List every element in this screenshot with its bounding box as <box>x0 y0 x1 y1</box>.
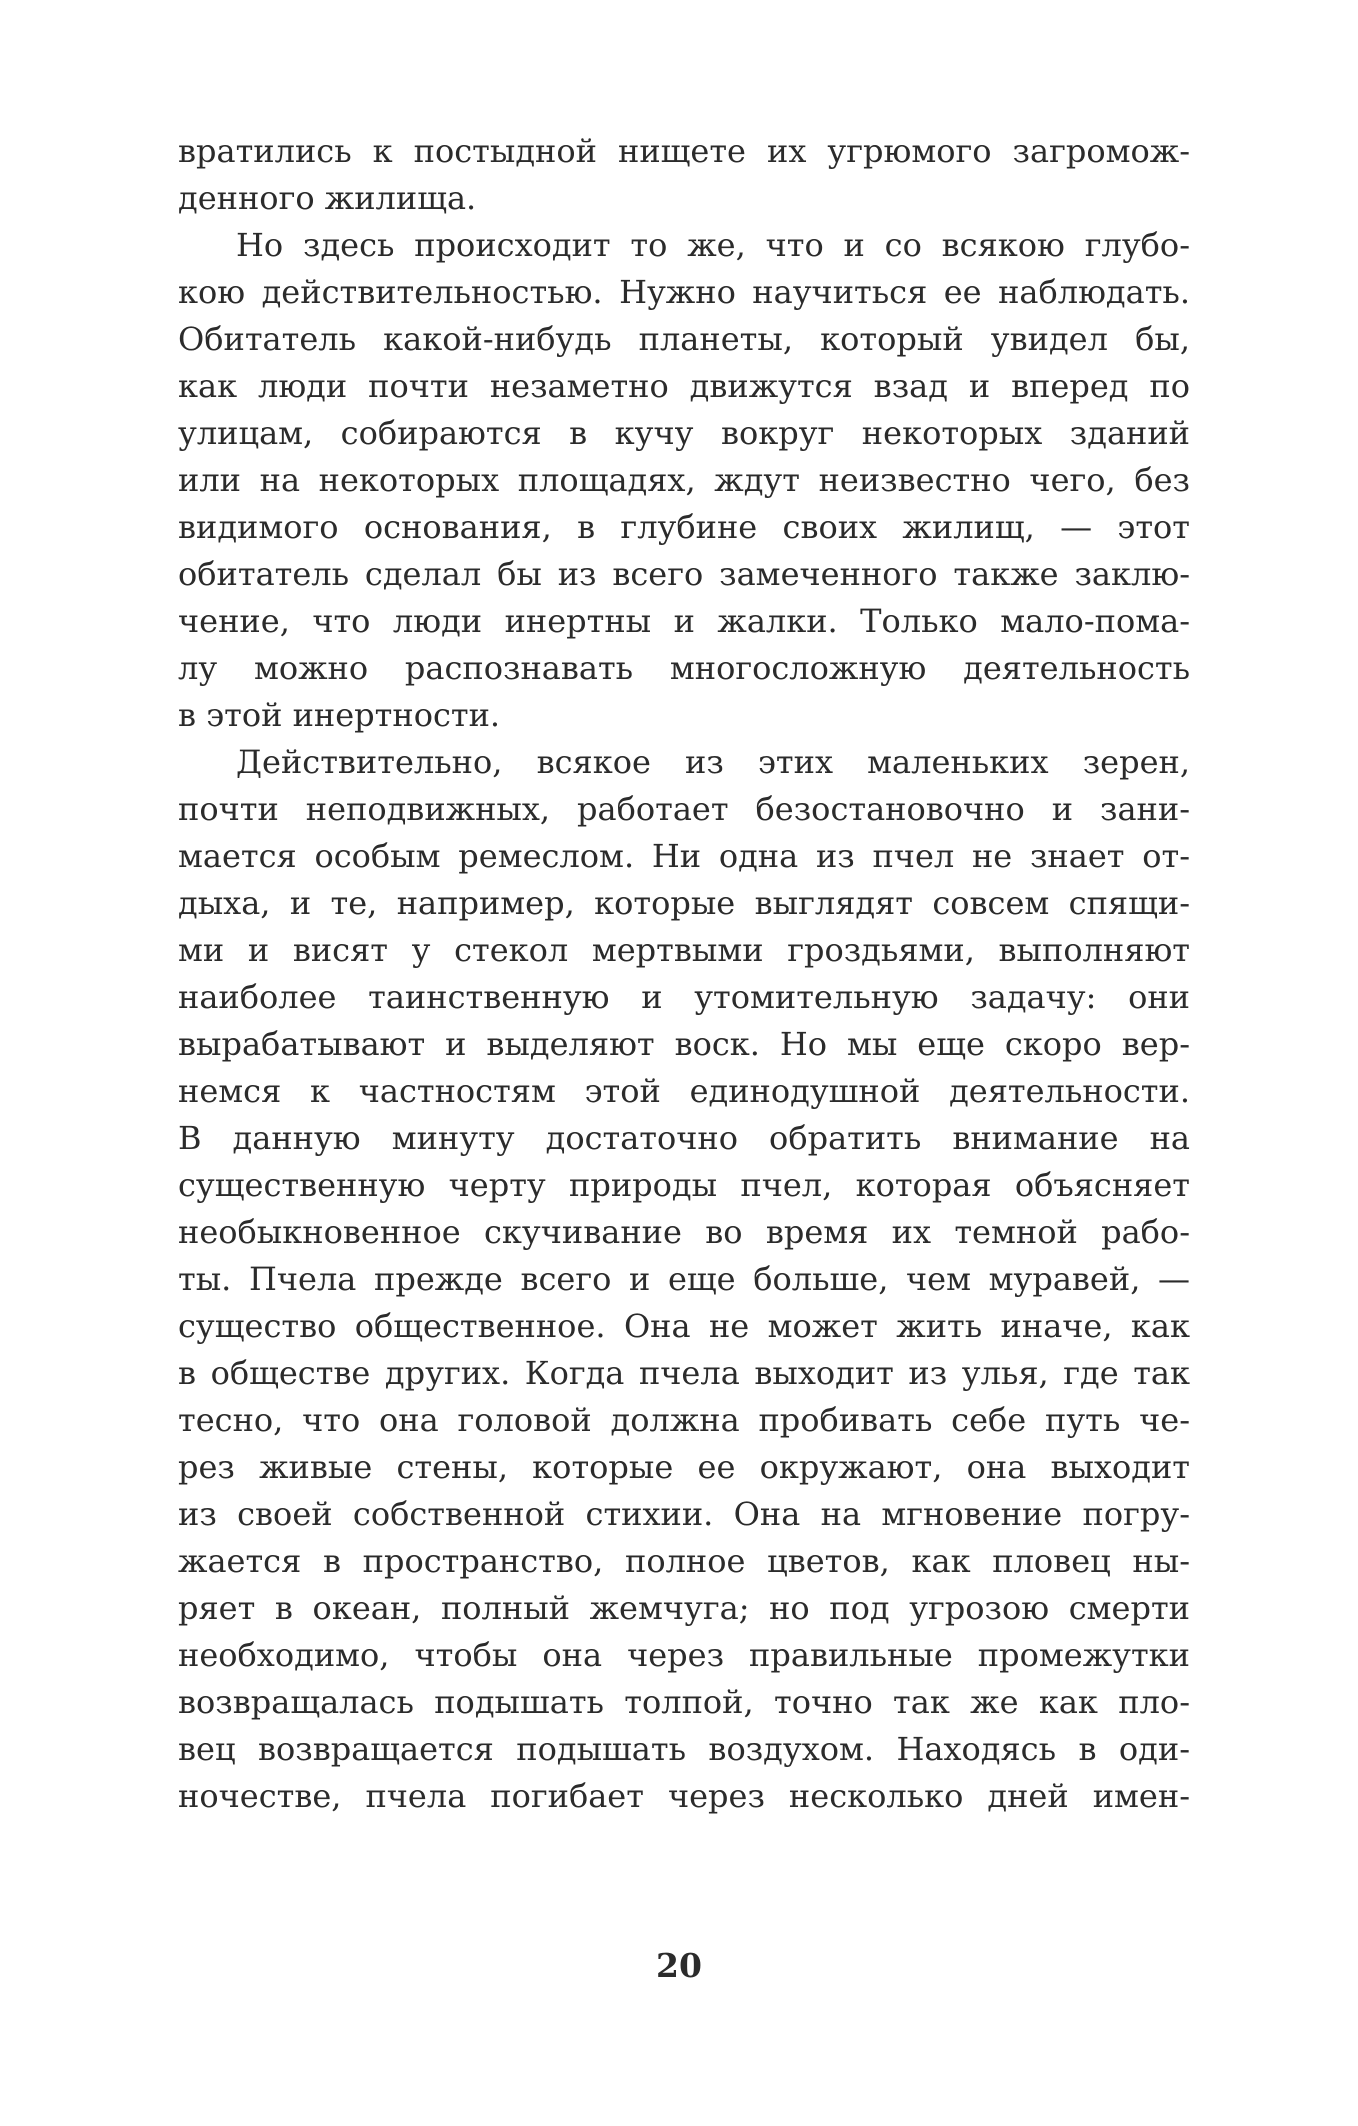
text-line: обитатель сделал бы из всего замеченного также заклю- <box>178 555 1190 593</box>
text-line: наиболее таинственную и утомительную задачу: они <box>178 978 1190 1016</box>
text-line: Обитатель какой-нибудь планеты, который увидел бы, <box>178 320 1190 358</box>
text-line: вратились к постыдной нищете их угрюмого загромож- <box>178 132 1190 170</box>
text-line: немся к частностям этой единодушной деятельности. <box>178 1072 1190 1110</box>
text-line: рез живые стены, которые ее окружают, она выходит <box>178 1448 1190 1486</box>
text-line: как люди почти незаметно движутся взад и вперед по <box>178 367 1190 405</box>
text-line: чение, что люди инертны и жалки. Только мало-пома- <box>178 602 1190 640</box>
text-line: в этой инертности. <box>178 696 501 734</box>
text-line: тесно, что она головой должна пробивать себе путь че- <box>178 1401 1190 1439</box>
text-line: существо общественное. Она не может жить иначе, как <box>178 1307 1190 1345</box>
text-line: ми и висят у стекол мертвыми гроздьями, выполняют <box>178 931 1190 969</box>
text-line: улицам, собираются в кучу вокруг некоторых зданий <box>178 414 1190 452</box>
text-line: или на некоторых площадях, ждут неизвестно чего, без <box>178 461 1190 499</box>
text-line: необыкновенное скучивание во время их темной рабо- <box>178 1213 1190 1251</box>
text-line: из своей собственной стихии. Она на мгновение погру- <box>178 1495 1190 1533</box>
text-line: необходимо, чтобы она через правильные промежутки <box>178 1636 1190 1674</box>
text-line: дыха, и те, например, которые выглядят совсем спящи- <box>178 884 1190 922</box>
text-line: видимого основания, в глубине своих жилищ, — этот <box>178 508 1190 546</box>
text-line: вырабатывают и выделяют воск. Но мы еще скоро вер- <box>178 1025 1190 1063</box>
text-line: ночестве, пчела погибает через несколько дней имен- <box>178 1777 1190 1815</box>
text-line: вец возвращается подышать воздухом. Находясь в оди- <box>178 1730 1190 1768</box>
body-text <box>178 128 1190 1820</box>
text-line: существенную черту природы пчел, которая объясняет <box>178 1166 1190 1204</box>
text-line: В данную минуту достаточно обратить внимание на <box>178 1119 1190 1157</box>
text-line: возвращалась подышать толпой, точно так же как пло- <box>178 1683 1190 1721</box>
text-line: жается в пространство, полное цветов, как пловец ны- <box>178 1542 1190 1580</box>
text-line: денного жилища. <box>178 179 477 217</box>
text-line: в обществе других. Когда пчела выходит из улья, где так <box>178 1354 1190 1392</box>
text-line: Действительно, всякое из этих маленьких зерен, <box>236 743 1190 781</box>
text-line: лу можно распознавать многосложную деятельность <box>178 649 1190 687</box>
text-line: Но здесь происходит то же, что и со всякою глубо- <box>236 226 1190 264</box>
text-line: мается особым ремеслом. Ни одна из пчел не знает от- <box>178 837 1190 875</box>
text-line: кою действительностью. Нужно научиться ее наблюдать. <box>178 273 1190 311</box>
text-line: ты. Пчела прежде всего и еще больше, чем муравей, — <box>178 1260 1190 1298</box>
text-line: почти неподвижных, работает безостановочно и зани- <box>178 790 1190 828</box>
page-number: 20 <box>656 1946 702 1985</box>
text-line: ряет в океан, полный жемчуга; но под угрозою смерти <box>178 1589 1190 1627</box>
